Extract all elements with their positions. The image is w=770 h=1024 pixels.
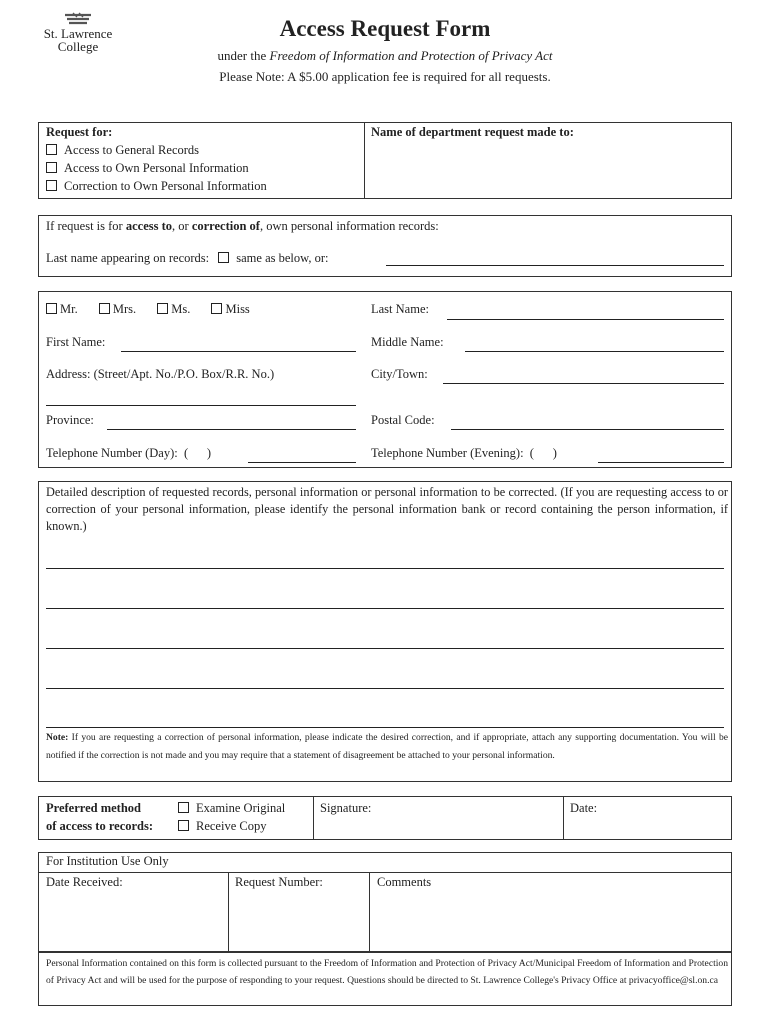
description-line-2[interactable] xyxy=(46,608,724,609)
description-line-3[interactable] xyxy=(46,648,724,649)
description-line-5[interactable] xyxy=(46,727,724,728)
option-label: Access to General Records xyxy=(64,143,200,157)
option-label: Access to Own Personal Information xyxy=(64,161,249,175)
city-field[interactable] xyxy=(443,383,724,384)
last-name-records-label: Last name appearing on records: xyxy=(46,251,210,265)
request-for-section xyxy=(38,122,732,199)
logo-line-2: College xyxy=(57,39,99,54)
description-section xyxy=(38,481,732,782)
checkbox[interactable] xyxy=(178,802,189,813)
method-label-2: of access to records: xyxy=(46,819,154,833)
comments-label: Comments xyxy=(377,875,432,889)
option-correction[interactable] xyxy=(46,179,267,194)
date-received-label: Date Received: xyxy=(46,875,123,889)
mrs-checkbox[interactable] xyxy=(99,303,110,314)
miss-checkbox[interactable] xyxy=(211,303,222,314)
last-name-label: Last Name: xyxy=(371,302,429,316)
own-info-intro: If request is for access to, or correction of, own personal information records: xyxy=(46,219,439,233)
date-label: Date: xyxy=(570,801,598,815)
title-options: Mr. Mrs. Ms. Miss xyxy=(46,302,250,317)
middle-name-field[interactable] xyxy=(465,351,724,352)
description-instructions: Detailed description of requested records, personal information or personal information to be corrected. (If you are requesting access to or correction of your personal information, please identify the personal information bank or record containing the person information, if known.) xyxy=(46,485,728,533)
request-number-label: Request Number: xyxy=(235,875,323,889)
department-label: Name of department request made to: xyxy=(371,125,574,139)
method-label-1: Preferred method xyxy=(46,801,141,815)
privacy-statement: Personal Information contained on this form is collected pursuant to the Freedom of Information and Protection of Privacy Act/Municipal Freedom of Information and Protection of Privacy Act and will be used for the purpose of responding to your request. Questions should be directed to St. Lawrence College's Privacy Office at privacyoffice@sl.on.ca xyxy=(46,958,728,986)
checkbox[interactable] xyxy=(46,144,57,155)
province-field[interactable] xyxy=(107,429,356,430)
act-name: Freedom of Information and Protection of Privacy Act xyxy=(269,48,553,63)
option-label: Correction to Own Personal Information xyxy=(64,179,267,193)
checkbox[interactable] xyxy=(178,820,189,831)
logo-line-1: St. Lawrence xyxy=(43,26,113,41)
ms-checkbox[interactable] xyxy=(157,303,168,314)
province-label: Province: xyxy=(46,413,94,427)
privacy-footer xyxy=(38,951,732,1006)
correction-note: Note: If you are requesting a correction of personal information, please indicate the desired correction, and if appropriate, attach any supporting documentation. You will be notified if the correction is not made and you may require that a statement of disagreement be attached to your personal information. xyxy=(46,732,728,761)
fee-note: Please Note: A $5.00 application fee is required for all requests. xyxy=(219,69,551,84)
personal-info-section xyxy=(38,291,732,468)
tel-day-label: Telephone Number (Day): ( ) xyxy=(46,446,212,460)
examine-original-option[interactable]: Examine Original xyxy=(178,801,285,816)
checkbox[interactable] xyxy=(46,162,57,173)
receive-copy-option[interactable]: Receive Copy xyxy=(178,819,266,834)
first-name-label: First Name: xyxy=(46,335,106,349)
request-for-label: Request for: xyxy=(46,125,113,139)
signature-label: Signature: xyxy=(320,801,372,815)
postal-code-field[interactable] xyxy=(451,429,724,430)
option-own-info[interactable] xyxy=(46,161,249,176)
subtitle-prefix: under the xyxy=(217,48,270,63)
description-line-1[interactable] xyxy=(46,568,724,569)
city-label: City/Town: xyxy=(371,367,428,381)
institution-use-section xyxy=(38,852,732,953)
own-info-section xyxy=(38,215,732,277)
last-name-records-field[interactable] xyxy=(386,265,724,266)
access-method-section xyxy=(38,796,732,840)
tel-evening-label: Telephone Number (Evening): ( ) xyxy=(371,446,557,460)
same-as-below-checkbox[interactable] xyxy=(218,252,229,263)
option-general-records[interactable] xyxy=(46,143,199,158)
mr-checkbox[interactable] xyxy=(46,303,57,314)
first-name-field[interactable] xyxy=(121,351,356,352)
institution-header: For Institution Use Only xyxy=(46,854,169,868)
address-label: Address: (Street/Apt. No./P.O. Box/R.R. No.) xyxy=(46,367,275,381)
middle-name-label: Middle Name: xyxy=(371,335,444,349)
page-title: Access Request Form xyxy=(279,16,491,41)
same-as-below-label: same as below, or: xyxy=(236,251,329,265)
checkbox[interactable] xyxy=(46,180,57,191)
tel-evening-field[interactable] xyxy=(598,462,724,463)
tel-day-field[interactable] xyxy=(248,462,356,463)
postal-code-label: Postal Code: xyxy=(371,413,435,427)
address-field[interactable] xyxy=(46,405,356,406)
subtitle xyxy=(0,48,770,64)
description-line-4[interactable] xyxy=(46,688,724,689)
last-name-field[interactable] xyxy=(447,319,724,320)
